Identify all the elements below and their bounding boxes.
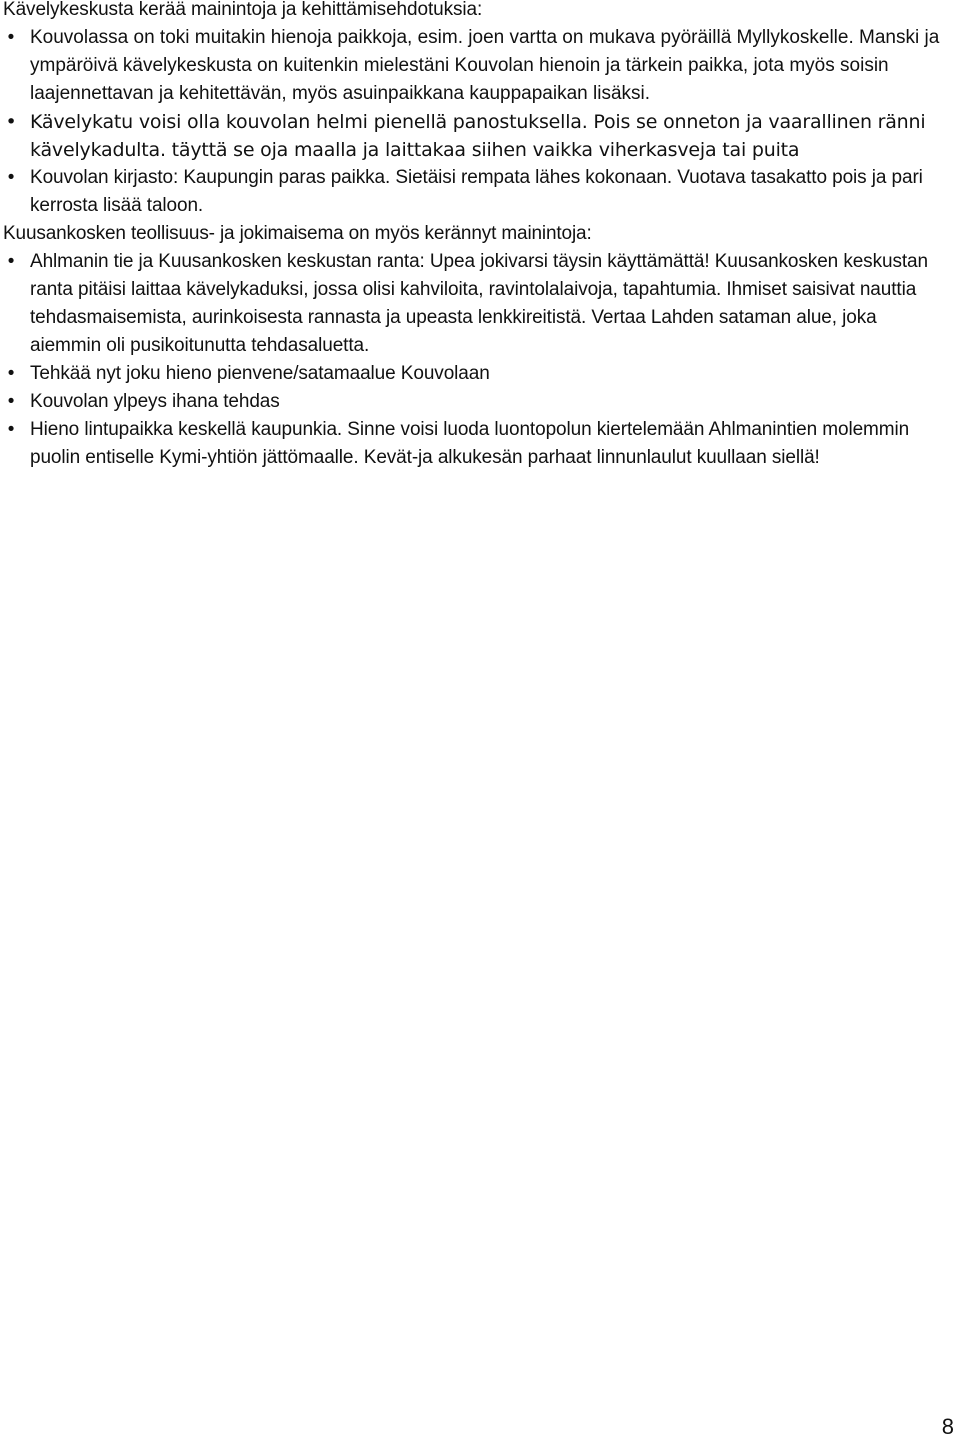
section-heading-walking-centre: Kävelykeskusta kerää mainintoja ja kehittämisehdotuksia: — [3, 0, 483, 20]
bullet-icon: • — [7, 27, 15, 48]
list-item — [0, 360, 960, 388]
list-item-text: Hieno lintupaikka keskellä kaupunkia. Sinne voisi luoda luontopolun kiertelemään Ahlmanintien molemmin puolin entiselle Kymi-yhtiön jättömaalle. Kevät-ja alkukesän parhaat linnunlaulut kuullaan siellä! — [30, 419, 910, 468]
page-number: 8 — [941, 1414, 954, 1439]
industrial-landscape-list — [0, 248, 960, 472]
list-item-text: Kävelykatu voisi olla kouvolan helmi pienellä panostuksella. Pois se onneton ja vaarallinen ränni kävelykadulta. täyttä se oja maalla ja laittakaa siihen vaikka viherkasveja tai puita — [30, 111, 926, 161]
document-page — [0, 0, 960, 472]
list-item — [0, 248, 960, 360]
list-item-text: Kouvolan kirjasto: Kaupungin paras paikka. Sietäisi rempata lähes kokonaan. Vuotava tasakatto pois ja pari kerrosta lisää taloon. — [30, 167, 923, 216]
list-item — [0, 388, 960, 416]
bullet-icon: • — [5, 111, 17, 133]
walking-centre-list — [0, 24, 960, 108]
list-item — [0, 416, 960, 472]
bullet-icon: • — [7, 419, 15, 440]
list-item-text: Tehkää nyt joku hieno pienvene/satamaalue Kouvolaan — [30, 363, 490, 384]
list-item-text: Ahlmanin tie ja Kuusankosken keskustan ranta: Upea jokivarsi täysin käyttämättä! Kuusankosken keskustan ranta pitäisi laittaa kävelykaduksi, jossa olisi kahviloita, ravintolalaivoja, tapahtumia. Ihmiset saisivat nauttia tehdasmaisemista, aurinkoisesta rannasta ja upeasta lenkkireitistä. Vertaa Lahden sataman alue, joka aiemmin oli pusikoitunutta tehdasaluetta. — [30, 251, 928, 356]
list-item — [0, 108, 960, 164]
list-item-text: Kouvolassa on toki muitakin hienoja paikkoja, esim. joen vartta on mukava pyöräillä Myllykoskelle. Manski ja ympäröivä kävelykeskusta on kuitenkin mielestäni Kouvolan hienoin ja tärkein paikka, jota myös soisin laajennettavan ja kehitettävän, myös asuinpaikkana kauppapaikan lisäksi. — [30, 27, 940, 104]
list-item — [0, 24, 960, 108]
bullet-icon: • — [7, 363, 15, 384]
list-item — [0, 164, 960, 220]
walking-centre-list-cont — [0, 108, 960, 164]
section-heading-industrial-landscape: Kuusankosken teollisuus- ja jokimaisema on myös kerännyt mainintoja: — [3, 223, 592, 244]
bullet-icon: • — [7, 251, 15, 272]
bullet-icon: • — [7, 391, 15, 412]
bullet-icon: • — [7, 167, 15, 188]
list-item-text: Kouvolan ylpeys ihana tehdas — [30, 391, 280, 412]
walking-centre-list-end — [0, 164, 960, 220]
